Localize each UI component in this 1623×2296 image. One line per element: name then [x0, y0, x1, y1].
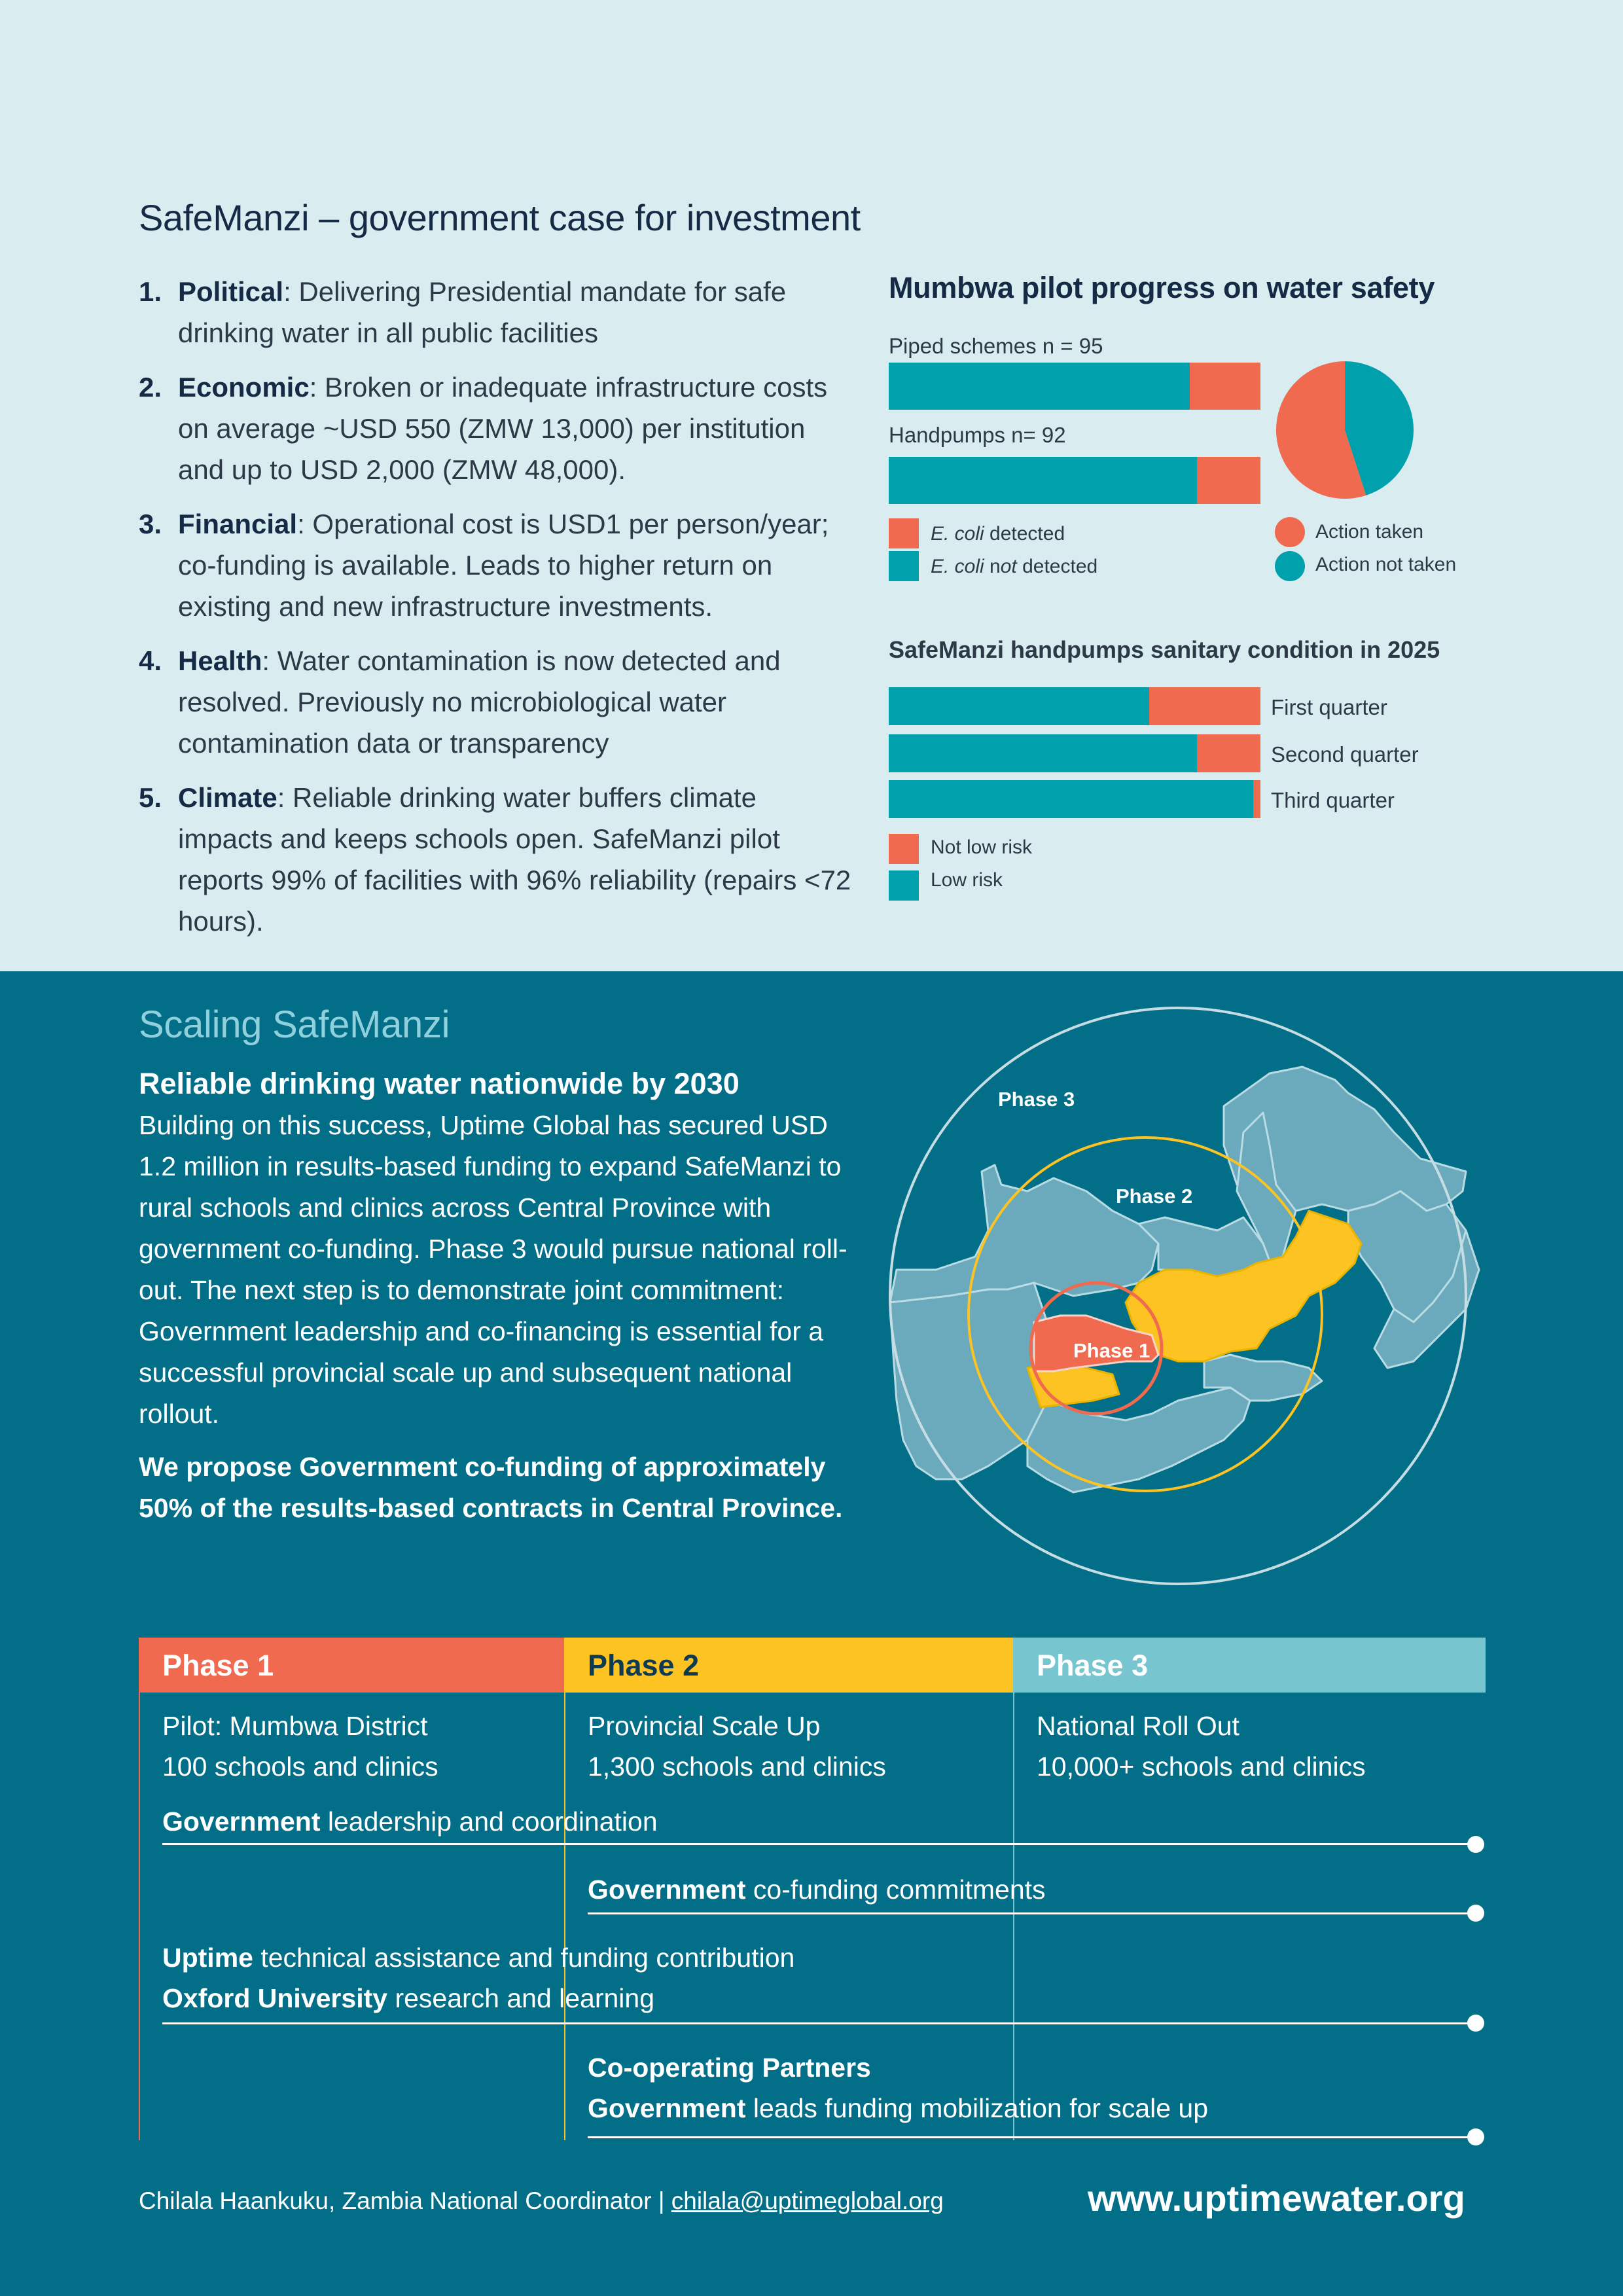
footer-contact [139, 2187, 944, 2215]
sanitary-chart-title: SafeManzi handpumps sanitary condition in 2025 [889, 636, 1440, 663]
row-text: leadership and coordination [320, 1806, 658, 1837]
point-text: : Water contamination is now detected and resolved. Previously no microbiological water contamination data or transparency [178, 645, 781, 759]
point-economic [139, 367, 852, 490]
pilot-chart-title: Mumbwa pilot progress on water safety [889, 271, 1435, 304]
bar-segment-low-risk [889, 734, 1197, 772]
row-text: co-funding commitments [745, 1874, 1046, 1905]
phase1-divider [139, 1693, 140, 2140]
point-political [139, 271, 852, 353]
bar-segment-not-low-risk [1253, 780, 1260, 818]
row-text: technical assistance and funding contribution [253, 1943, 795, 1973]
point-climate [139, 777, 852, 942]
row-government-mobilization [588, 2088, 1208, 2128]
row-government-leadership [162, 1801, 658, 1842]
phase1-line2: 100 schools and clinics [162, 1751, 438, 1782]
row-bold: Uptime [162, 1943, 253, 1973]
legend-swatch-not-low-risk [889, 834, 919, 864]
row-line-end-dot [1467, 2128, 1484, 2145]
scaling-subtitle: Reliable drinking water nationwide by 2030 [139, 1067, 740, 1100]
row-line [588, 2136, 1475, 2138]
row-line [588, 1912, 1475, 1914]
bar-segment-low-risk [889, 780, 1253, 818]
bar-second-quarter [889, 734, 1260, 772]
legend-dot-action-taken [1275, 517, 1305, 547]
bar-label-piped: Piped schemes n = 95 [889, 334, 1103, 358]
row-government-cofunding [588, 1869, 1046, 1910]
phase3-line2: 10,000+ schools and clinics [1037, 1751, 1366, 1782]
bar-first-quarter [889, 687, 1260, 725]
point-text: : Reliable drinking water buffers climate impacts and keeps schools open. SafeManzi pilot reports 99% of facilities with 96% reliability (repairs <72 hours). [178, 782, 851, 937]
point-text: : Operational cost is USD1 per person/year; co-funding is available. Leads to higher return on existing and new infrastructure investments. [178, 509, 829, 622]
point-number: 1. [139, 276, 162, 307]
phase3-header: Phase 3 [1013, 1638, 1486, 1693]
point-financial [139, 503, 852, 627]
phase2-header: Phase 2 [564, 1638, 1013, 1693]
phase2-line1: Provincial Scale Up [588, 1711, 821, 1741]
phase2-description [588, 1706, 886, 1787]
bar-label-handpumps: Handpumps n= 92 [889, 423, 1066, 447]
page-title: SafeManzi – government case for investment [139, 197, 861, 238]
point-heading: Financial [178, 509, 298, 539]
legend-text: detected [984, 523, 1065, 545]
bar-segment-not-detected [889, 457, 1197, 504]
bar-segment-not-low-risk [1197, 734, 1260, 772]
row-line-end-dot [1467, 1905, 1484, 1922]
point-number: 4. [139, 645, 162, 676]
row-partners [588, 2047, 1208, 2088]
legend-dot-action-not-taken [1275, 551, 1305, 581]
bar-handpumps [889, 457, 1260, 504]
scaling-title: Scaling SafeManzi [139, 1003, 450, 1046]
label-first-quarter: First quarter [1271, 695, 1387, 719]
bar-piped [889, 363, 1260, 410]
bar-third-quarter [889, 780, 1260, 818]
row-cooperating-partners [588, 2047, 1208, 2128]
contact-email-link[interactable]: chilala@uptimeglobal.org [671, 2187, 944, 2214]
point-text: : Broken or inadequate infrastructure costs on average ~USD 550 (ZMW 13,000) per institution and up to USD 2,000 (ZMW 48,000). [178, 372, 828, 485]
legend-swatch-low-risk [889, 870, 919, 901]
map-label-phase3: Phase 3 [998, 1088, 1075, 1111]
bar-segment-detected [1190, 363, 1260, 410]
legend-italic: ot [1000, 556, 1017, 577]
bar-segment-not-detected [889, 363, 1190, 410]
row-bold: Government [588, 1874, 746, 1905]
phase3-description [1037, 1706, 1366, 1787]
point-number: 3. [139, 509, 162, 539]
row-line [162, 1843, 1475, 1845]
point-heading: Health [178, 645, 262, 676]
row-bold: Co-operating Partners [588, 2053, 871, 2083]
legend-text: detected [1016, 556, 1098, 577]
row-oxford [162, 1978, 794, 2018]
legend-swatch-detected [889, 518, 919, 548]
label-third-quarter: Third quarter [1271, 788, 1395, 812]
row-uptime-oxford [162, 1937, 794, 2018]
map-label-phase2: Phase 2 [1116, 1185, 1193, 1208]
legend-detected [931, 523, 1065, 545]
bar-segment-not-low-risk [1149, 687, 1260, 725]
point-number: 2. [139, 372, 162, 403]
label-second-quarter: Second quarter [1271, 742, 1419, 766]
website-link[interactable]: www.uptimewater.org [1088, 2178, 1465, 2219]
phase2-divider [564, 1693, 565, 2140]
bar-segment-low-risk [889, 687, 1149, 725]
row-line-end-dot [1467, 1836, 1484, 1853]
row-text: leads funding mobilization for scale up [745, 2093, 1209, 2123]
scaling-proposal: We propose Government co-funding of approximately 50% of the results-based contracts in Central Province. [139, 1452, 843, 1523]
point-text: : Delivering Presidential mandate for safe drinking water in all public facilities [178, 276, 787, 348]
point-number: 5. [139, 782, 162, 813]
bar-segment-detected [1197, 457, 1260, 504]
action-pie-chart [1275, 360, 1415, 500]
phase3-line1: National Roll Out [1037, 1711, 1240, 1741]
legend-action-taken: Action taken [1315, 521, 1424, 543]
phase2-line2: 1,300 schools and clinics [588, 1751, 886, 1782]
phase1-header: Phase 1 [139, 1638, 564, 1693]
legend-not-detected [931, 556, 1097, 578]
row-bold: Oxford University [162, 1983, 388, 2013]
point-heading: Climate [178, 782, 277, 813]
phase1-description [162, 1706, 438, 1787]
row-bold: Government [162, 1806, 321, 1837]
phase1-line1: Pilot: Mumbwa District [162, 1711, 428, 1741]
zambia-phase-map [877, 995, 1492, 1597]
legend-action-not-taken: Action not taken [1315, 554, 1457, 575]
legend-italic: E. coli [931, 523, 984, 545]
legend-italic: E. coli [931, 556, 984, 577]
legend-low-risk: Low risk [931, 869, 1003, 891]
map-label-phase1: Phase 1 [1073, 1339, 1150, 1362]
point-heading: Political [178, 276, 284, 307]
row-line [162, 2022, 1475, 2024]
point-heading: Economic [178, 372, 310, 403]
point-health [139, 640, 852, 764]
row-uptime [162, 1937, 794, 1978]
row-text: research and learning [387, 1983, 655, 2013]
legend-swatch-not-detected [889, 551, 919, 581]
legend-not-low-risk: Not low risk [931, 836, 1033, 858]
contact-name: Chilala Haankuku, Zambia National Coordinator | [139, 2187, 671, 2214]
row-bold: Government [588, 2093, 746, 2123]
investment-points-list [139, 271, 852, 955]
row-line-end-dot [1467, 2015, 1484, 2032]
scaling-body: Building on this success, Uptime Global has secured USD 1.2 million in results-based funding to expand SafeManzi to rural schools and clinics across Central Province with government co-funding. Phase 3 would pursue national roll-out. The next step is to demonstrate joint commitment: Government leadership and co-financing is essential for a successful provincial scale up and subsequent national rollout. [139, 1110, 847, 1429]
legend-text: n [984, 556, 1001, 577]
